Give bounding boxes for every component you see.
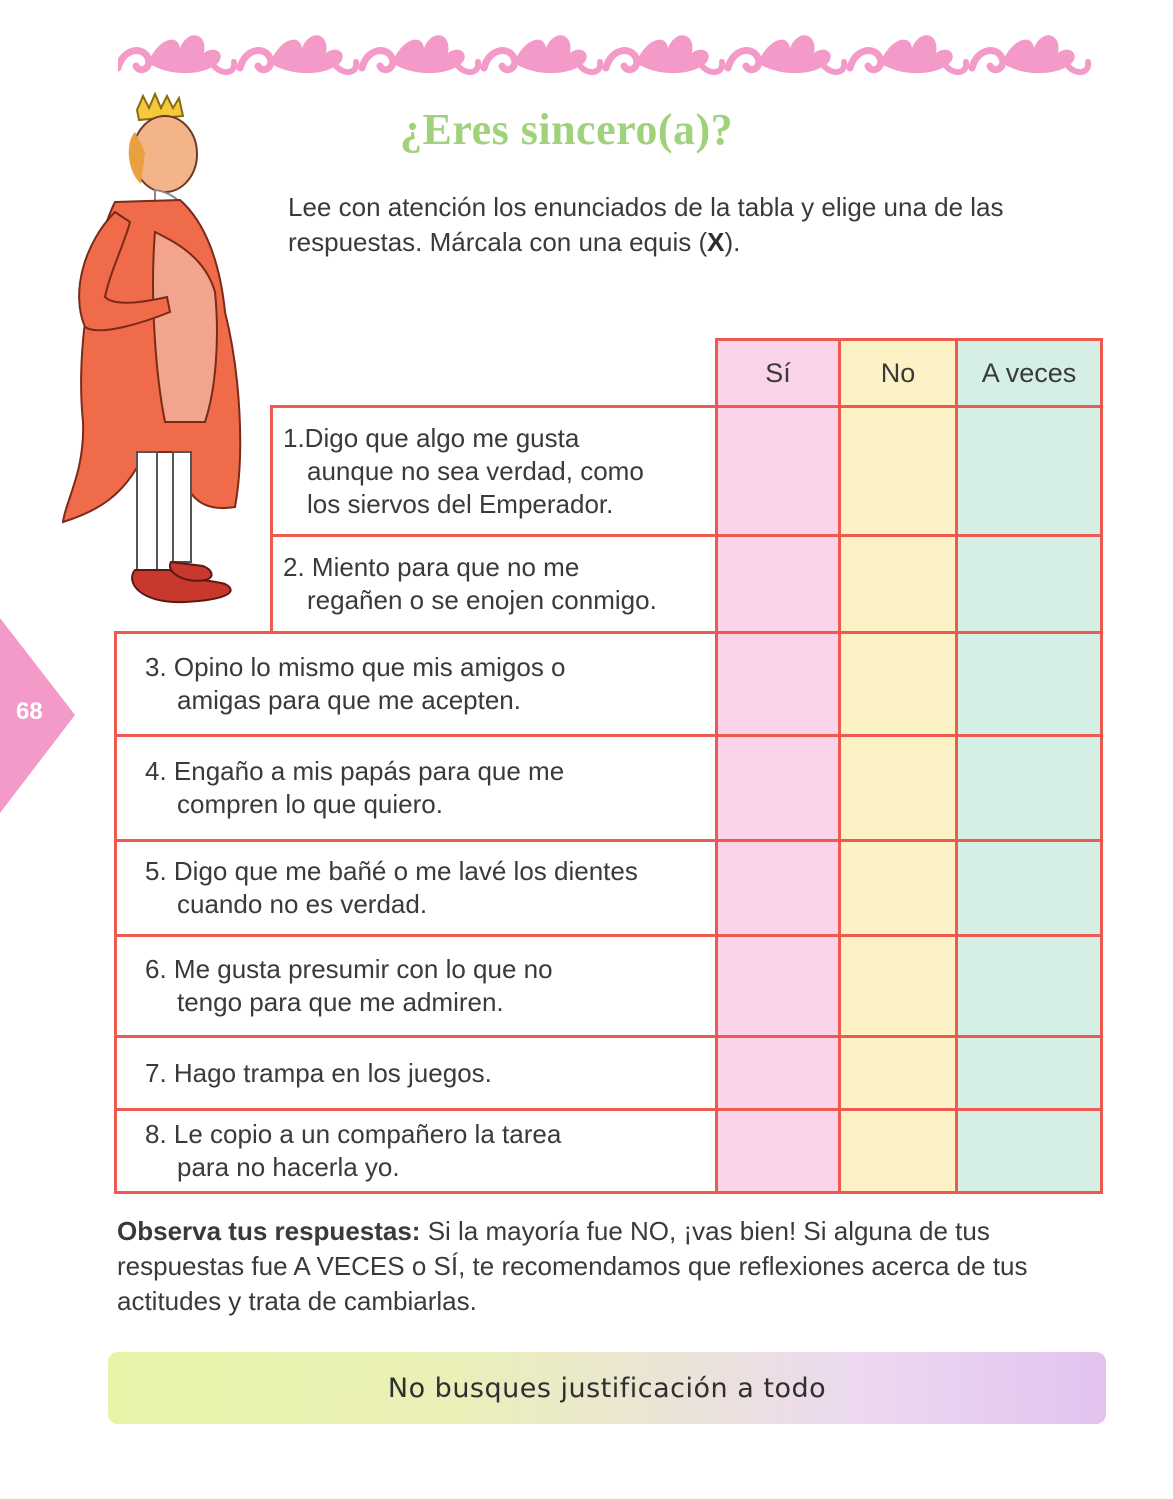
answer-1-a-veces[interactable] — [955, 405, 1103, 537]
answer-8-a-veces[interactable] — [955, 1108, 1103, 1194]
page-title: ¿Eres sincero(a)? — [400, 105, 734, 154]
answer-3-si[interactable] — [715, 631, 841, 737]
answer-6-si[interactable] — [715, 934, 841, 1038]
question-3: 3. Opino lo mismo que mis amigos o amigas para que me acepten. — [114, 631, 718, 737]
answer-4-no[interactable] — [838, 734, 958, 842]
header-si: Sí — [715, 338, 841, 408]
intro-mark: X — [707, 227, 725, 257]
answer-3-no[interactable] — [838, 631, 958, 737]
page-number: 68 — [16, 698, 43, 725]
question-6: 6. Me gusta presumir con lo que no tengo para que me admiren. — [114, 934, 718, 1038]
question-2: 2. Miento para que no me regañen o se enojen conmigo. — [270, 534, 718, 634]
header-a-veces: A veces — [955, 338, 1103, 408]
intro-text: Lee con atención los enunciados de la tabla y elige una de las respuestas. Márcala con una equis (X). — [288, 192, 1004, 257]
answer-1-si[interactable] — [715, 405, 841, 537]
emperor-illustration — [55, 92, 265, 617]
answer-3-a-veces[interactable] — [955, 631, 1103, 737]
answer-8-si[interactable] — [715, 1108, 841, 1194]
answer-4-si[interactable] — [715, 734, 841, 842]
answer-2-a-veces[interactable] — [955, 534, 1103, 634]
answer-4-a-veces[interactable] — [955, 734, 1103, 842]
header-no: No — [838, 338, 958, 408]
answer-5-no[interactable] — [838, 839, 958, 937]
observa-paragraph — [117, 1214, 1107, 1319]
observa-label: Observa tus respuestas: — [117, 1216, 421, 1246]
answer-7-si[interactable] — [715, 1035, 841, 1111]
question-7: 7. Hago trampa en los juegos. — [114, 1035, 718, 1111]
answer-1-no[interactable] — [838, 405, 958, 537]
answer-2-no[interactable] — [838, 534, 958, 634]
observa-text: Si la mayoría fue NO, ¡vas bien! Si alguna de tus respuestas fue A VECES o SÍ, te recomendamos que reflexiones acerca de tus actitudes y trata de cambiarlas. — [117, 1216, 1028, 1316]
ornament-border — [118, 18, 1098, 88]
motto-banner — [108, 1352, 1106, 1424]
answer-6-a-veces[interactable] — [955, 934, 1103, 1038]
answer-8-no[interactable] — [838, 1108, 958, 1194]
question-1: 1.Digo que algo me gusta aunque no sea verdad, como los siervos del Emperador. — [270, 405, 718, 537]
question-8: 8. Le copio a un compañero la tarea para no hacerla yo. — [114, 1108, 718, 1194]
question-5: 5. Digo que me bañé o me lavé los dientes cuando no es verdad. — [114, 839, 718, 937]
answer-7-no[interactable] — [838, 1035, 958, 1111]
answer-5-si[interactable] — [715, 839, 841, 937]
answer-2-si[interactable] — [715, 534, 841, 634]
question-4: 4. Engaño a mis papás para que me compren lo que quiero. — [114, 734, 718, 842]
motto-text: No busques justificación a todo — [387, 1372, 827, 1404]
answer-7-a-veces[interactable] — [955, 1035, 1103, 1111]
answer-5-a-veces[interactable] — [955, 839, 1103, 937]
answer-6-no[interactable] — [838, 934, 958, 1038]
